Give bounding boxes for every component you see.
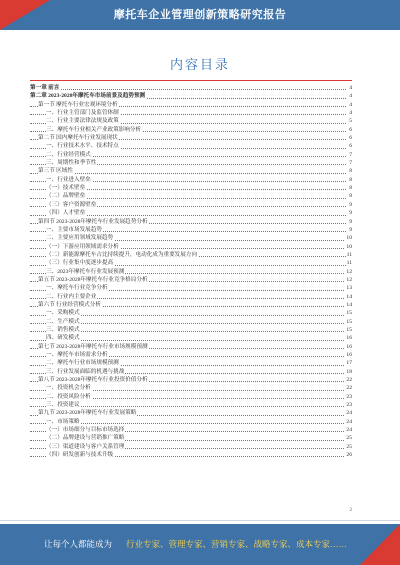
toc-entry[interactable] xyxy=(30,226,352,234)
toc-entry-label: 第四节 2023-2028年摩托车行业发展趋势分析 xyxy=(38,218,148,225)
toc-entry[interactable] xyxy=(30,167,352,175)
footer-text xyxy=(44,524,347,565)
footer-accent-triangle xyxy=(360,524,400,565)
toc-entry[interactable] xyxy=(30,268,352,276)
toc-entry[interactable] xyxy=(30,343,352,351)
toc-entry[interactable] xyxy=(30,192,352,200)
toc-entry[interactable] xyxy=(30,351,352,359)
toc-entry-page: 10 xyxy=(346,243,352,250)
toc-entry[interactable] xyxy=(30,451,352,459)
toc-entry-label: 一、投资机会分析 xyxy=(46,385,91,392)
toc-entry[interactable] xyxy=(30,84,352,92)
toc-entry-page: 26 xyxy=(346,452,352,459)
toc-entry-label: 一、行业进入壁垒 xyxy=(46,176,91,183)
toc-entry-label: 一、行业技术水平、技术特点 xyxy=(46,143,119,150)
toc-entry[interactable] xyxy=(30,101,352,109)
toc-entry[interactable] xyxy=(30,368,352,376)
toc-entry-page: 10 xyxy=(346,235,352,242)
toc-entry-page: 16 xyxy=(346,343,352,350)
toc-entry-label: 二、行业主要法律法规及政策 xyxy=(46,118,119,125)
toc-entry-label: （二）新能源摩托车占比持续提升，电动化成为重要发展方向 xyxy=(46,251,198,258)
toc-entry[interactable] xyxy=(30,201,352,209)
toc-entry[interactable] xyxy=(30,92,352,100)
toc-entry-page: 24 xyxy=(346,427,352,434)
toc-entry[interactable] xyxy=(30,159,352,167)
toc-entry-label: 四、研发模式 xyxy=(46,335,80,342)
toc-entry-label: （二）品牌壁垒 xyxy=(46,193,86,200)
toc-entry[interactable] xyxy=(30,109,352,117)
toc-entry-label: 第八节 2023-2028年摩托车行业投资价值分析 xyxy=(38,377,148,384)
toc-entry-page: 22 xyxy=(346,385,352,392)
toc-entry-page: 8 xyxy=(349,176,352,183)
toc-entry-page: 4 xyxy=(349,85,352,91)
toc-entry-label: 二、行业内主要企业 xyxy=(46,293,97,300)
toc-leader-dots xyxy=(30,89,346,90)
toc-entry-label: 二、生产模式 xyxy=(46,318,80,325)
toc-entry-label: 第三节 区域性 xyxy=(38,168,73,175)
toc-entry-label: （一）下游应用领域需求分析 xyxy=(46,243,119,250)
toc-entry[interactable] xyxy=(30,376,352,384)
toc-entry[interactable] xyxy=(30,276,352,284)
toc-entry[interactable] xyxy=(30,151,352,159)
toc-entry-page: 24 xyxy=(346,418,352,425)
toc-entry[interactable] xyxy=(30,176,352,184)
toc-entry-label: 一、行业主管部门及监管体制 xyxy=(46,110,119,117)
page-number: 2 xyxy=(349,508,352,513)
toc-entry-page: 13 xyxy=(346,285,352,292)
toc-entry-label: 第六节 行业经营模式分析 xyxy=(38,301,101,308)
toc-entry-page: 22 xyxy=(346,377,352,384)
toc-entry-page: 18 xyxy=(346,368,352,375)
toc-entry-page: 4 xyxy=(349,101,352,108)
footer-roles: 行业专家、管理专家、营销专家、战略专家、成本专家…… xyxy=(126,539,348,549)
toc-entry-page: 9 xyxy=(349,201,352,208)
toc-entry[interactable] xyxy=(30,409,352,417)
toc-entry[interactable] xyxy=(30,184,352,192)
toc-entry[interactable] xyxy=(30,434,352,442)
toc-entry-page: 9 xyxy=(349,210,352,217)
toc-entry-page: 11 xyxy=(346,260,352,267)
toc-entry-page: 15 xyxy=(346,326,352,333)
toc-entry[interactable] xyxy=(30,443,352,451)
toc-entry-page: 12 xyxy=(346,268,352,275)
toc-entry-label: （一）市场细分与目标市场选择 xyxy=(46,427,125,434)
toc-entry-label: （一）技术壁垒 xyxy=(46,185,86,192)
toc-entry-page: 4 xyxy=(349,93,352,100)
toc-entry-page: 7 xyxy=(349,151,352,158)
toc-entry[interactable] xyxy=(30,117,352,125)
toc-entry-label: 三、2023年摩托车行业发展预测 xyxy=(46,268,125,275)
toc-entry-label: （三）行业集中度逐步提高 xyxy=(46,260,114,267)
toc-entry[interactable] xyxy=(30,326,352,334)
toc-entry-label: （三）客户资源壁垒 xyxy=(46,201,97,208)
toc-entry-label: 三、投资建议 xyxy=(46,402,80,409)
toc-entry-label: 一、主要市场发展趋势 xyxy=(46,226,102,233)
toc-entry-label: 一、摩托车市场需求分析 xyxy=(46,352,108,358)
toc-entry[interactable] xyxy=(30,301,352,309)
toc-entry-page: 25 xyxy=(346,443,352,450)
toc-entry-label: 二、摩托车行业市场规模预测 xyxy=(46,360,119,367)
toc-entry-page: 14 xyxy=(346,293,352,300)
toc-entry[interactable] xyxy=(30,418,352,426)
toc-entry-label: （四）人才壁垒 xyxy=(46,210,86,217)
toc-entry-label: （三）渠道建设与客户关系管理 xyxy=(46,443,125,450)
toc-entry-label: 第九节 2023-2028年摩托车行业发展策略 xyxy=(38,410,137,417)
toc-entry[interactable] xyxy=(30,234,352,242)
toc-entry-label: 三、销售模式 xyxy=(46,326,80,333)
toc-entry-page: 16 xyxy=(346,352,352,358)
toc-entry[interactable] xyxy=(30,384,352,392)
toc-entry-label: （二）品牌建设与营销推广策略 xyxy=(46,435,125,442)
toc-entry-page: 6 xyxy=(349,143,352,150)
toc-entry-page: 6 xyxy=(349,135,352,142)
toc-entry-page: 11 xyxy=(346,251,352,258)
toc-entry-page: 9 xyxy=(349,218,352,225)
toc-leader-dots xyxy=(30,173,346,174)
toc-entry-label: 第一节 摩托车行业宏观环境分析 xyxy=(38,101,118,108)
toc-entry-label: 二、投资风险分析 xyxy=(46,393,91,400)
toc-entry[interactable] xyxy=(30,209,352,217)
toc-entry-page: 8 xyxy=(349,193,352,200)
toc-entry-page: 8 xyxy=(349,168,352,175)
toc-divider xyxy=(30,80,352,81)
toc-entry[interactable] xyxy=(30,284,352,292)
toc-entry-label: 第二节 国内摩托车行业发展现状 xyxy=(38,135,118,142)
toc-entry-page: 7 xyxy=(349,160,352,167)
toc-entry-page: 5 xyxy=(349,118,352,125)
toc-entry-page: 8 xyxy=(349,185,352,192)
toc-entry[interactable] xyxy=(30,426,352,434)
toc-entry[interactable] xyxy=(30,318,352,326)
toc-entry-label: 第一章 前言 xyxy=(30,85,60,91)
toc-entry[interactable] xyxy=(30,334,352,342)
toc-title: 内容目录 xyxy=(169,57,230,72)
toc-entry-label: 二、主要应用领域发展趋势 xyxy=(46,235,114,242)
toc-entry[interactable] xyxy=(30,401,352,409)
toc-entry-page: 15 xyxy=(346,318,352,325)
toc-entry-page: 6 xyxy=(349,126,352,133)
toc-entry-label: 三、周期性和季节性 xyxy=(46,160,97,167)
toc-entry-page: 9 xyxy=(349,226,352,233)
toc-entry-page: 12 xyxy=(346,276,352,283)
toc-entry-label: 一、市场策略 xyxy=(46,418,80,425)
toc-entry-page: 24 xyxy=(346,410,352,417)
toc-entry-page: 17 xyxy=(346,360,352,367)
toc-entry[interactable] xyxy=(30,393,352,401)
toc-entry-label: 一、摩托车行业竞争分析 xyxy=(46,285,108,292)
toc-entry[interactable] xyxy=(30,218,352,226)
toc-entry-page: 14 xyxy=(346,301,352,308)
toc-entry-page: 23 xyxy=(346,402,352,409)
toc-entry[interactable] xyxy=(30,243,352,251)
toc-list xyxy=(30,84,352,459)
toc-entry[interactable] xyxy=(30,309,352,317)
toc-entry-label: 第二章 2023-2028年摩托车市场前景及趋势预测 xyxy=(30,93,146,100)
toc-entry-label: 一、采购模式 xyxy=(46,310,80,317)
toc-entry-page: 23 xyxy=(346,393,352,400)
toc-entry[interactable] xyxy=(30,259,352,267)
toc-entry-label: 第七节 2023-2028年摩托车行业市场规模预测 xyxy=(38,343,148,350)
header-bar xyxy=(0,0,400,30)
toc-entry-label: 三、摩托车行业相关产业政策影响分析 xyxy=(46,126,142,133)
footer-slogan: 让每个人都能成为 xyxy=(44,539,113,549)
toc-entry-page: 16 xyxy=(346,335,352,342)
toc-entry-page: 15 xyxy=(346,310,352,317)
toc-entry-page: 25 xyxy=(346,435,352,442)
footer-divider xyxy=(0,520,400,521)
toc-entry-label: 第五节 2023-2028年摩托车行业竞争格局分析 xyxy=(38,276,148,283)
toc-entry[interactable] xyxy=(30,126,352,134)
toc-entry-label: 三、行业发展面临的机遇与挑战 xyxy=(46,368,125,375)
toc-entry[interactable] xyxy=(30,142,352,150)
toc-entry-page: 4 xyxy=(349,110,352,117)
report-title: 摩托车企业管理创新策略研究报告 xyxy=(113,9,287,21)
toc-entry[interactable] xyxy=(30,293,352,301)
toc-entry-label: （四）研发创新与技术升级 xyxy=(46,452,114,459)
toc-entry-label: 二、行业经营模式 xyxy=(46,151,91,158)
toc-entry[interactable] xyxy=(30,359,352,367)
toc-entry[interactable] xyxy=(30,134,352,142)
toc-entry[interactable] xyxy=(30,251,352,259)
